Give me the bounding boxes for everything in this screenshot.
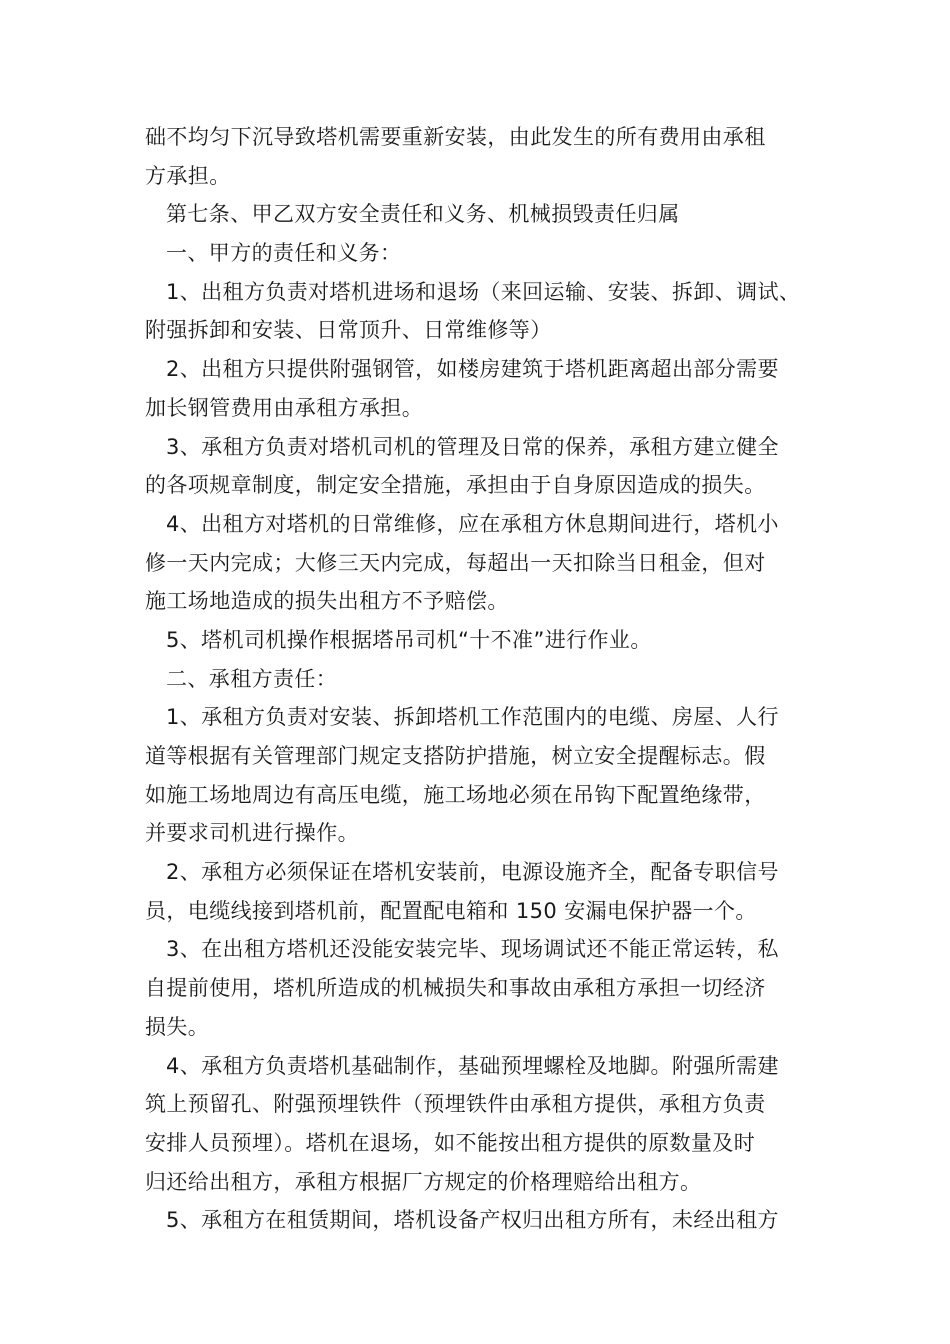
text-line: 一、甲方的责任和义务： xyxy=(166,241,402,266)
text-line: 安排人员预埋）。塔机在退场，如不能按出租方提供的原数量及时 xyxy=(145,1130,756,1155)
text-line: 并要求司机进行操作。 xyxy=(145,821,359,846)
document-body xyxy=(145,118,825,1240)
text-line: 施工场地造成的损失出租方不予赔偿。 xyxy=(145,589,509,614)
text-line: 归还给出租方，承租方根据厂方规定的价格理赔给出租方。 xyxy=(145,1169,702,1194)
text-line: 二、承租方责任： xyxy=(166,666,338,691)
text-line: 1、出租方负责对塔机进场和退场（来回运输、安装、拆卸、调试、 xyxy=(166,279,801,304)
text-line: 附强拆卸和安装、日常顶升、日常维修等） xyxy=(145,318,552,343)
text-line: 方承担。 xyxy=(145,163,231,188)
text-line: 的各项规章制度，制定安全措施，承担由于自身原因造成的损失。 xyxy=(145,473,766,498)
text-line: 5、塔机司机操作根据塔吊司机“十不准”进行作业。 xyxy=(166,627,652,652)
text-line: 第七条、甲乙双方安全责任和义务、机械损毁责任归属 xyxy=(166,202,680,227)
text-line: 1、承租方负责对安装、拆卸塔机工作范围内的电缆、房屋、人行 xyxy=(166,705,779,730)
text-line: 3、在出租方塔机还没能安装完毕、现场调试还不能正常运转，私 xyxy=(166,937,779,962)
text-line: 道等根据有关管理部门规定支搭防护措施，树立安全提醒标志。假 xyxy=(145,744,766,768)
text-line: 加长钢管费用由承租方承担。 xyxy=(145,395,424,420)
text-line: 筑上预留孔、附强预埋铁件（预埋铁件由承租方提供，承租方负责 xyxy=(145,1092,766,1117)
text-line: 2、承租方必须保证在塔机安装前，电源设施齐全，配备专职信号 xyxy=(166,860,779,885)
text-line: 如施工场地周边有高压电缆，施工场地必须在吊钩下配置绝缘带， xyxy=(145,782,766,807)
text-line: 员，电缆线接到塔机前，配置配电箱和 150 安漏电保护器一个。 xyxy=(145,898,757,923)
text-line: 修一天内完成；大修三天内完成，每超出一天扣除当日租金，但对 xyxy=(145,550,766,575)
text-line: 2、出租方只提供附强钢管，如楼房建筑于塔机距离超出部分需要 xyxy=(166,357,779,382)
text-line: 损失。 xyxy=(145,1014,210,1039)
text-line: 4、出租方对塔机的日常维修，应在承租方休息期间进行，塔机小 xyxy=(166,511,779,536)
text-line: 5、承租方在租赁期间，塔机设备产权归出租方所有，未经出租方 xyxy=(166,1208,779,1233)
text-line: 3、承租方负责对塔机司机的管理及日常的保养，承租方建立健全 xyxy=(166,434,779,459)
text-line: 4、承租方负责塔机基础制作，基础预埋螺栓及地脚。附强所需建 xyxy=(166,1053,779,1078)
text-line: 自提前使用，塔机所造成的机械损失和事故由承租方承担一切经济 xyxy=(145,976,766,1001)
text-line: 础不均匀下沉导致塔机需要重新安装，由此发生的所有费用由承租 xyxy=(145,125,766,149)
